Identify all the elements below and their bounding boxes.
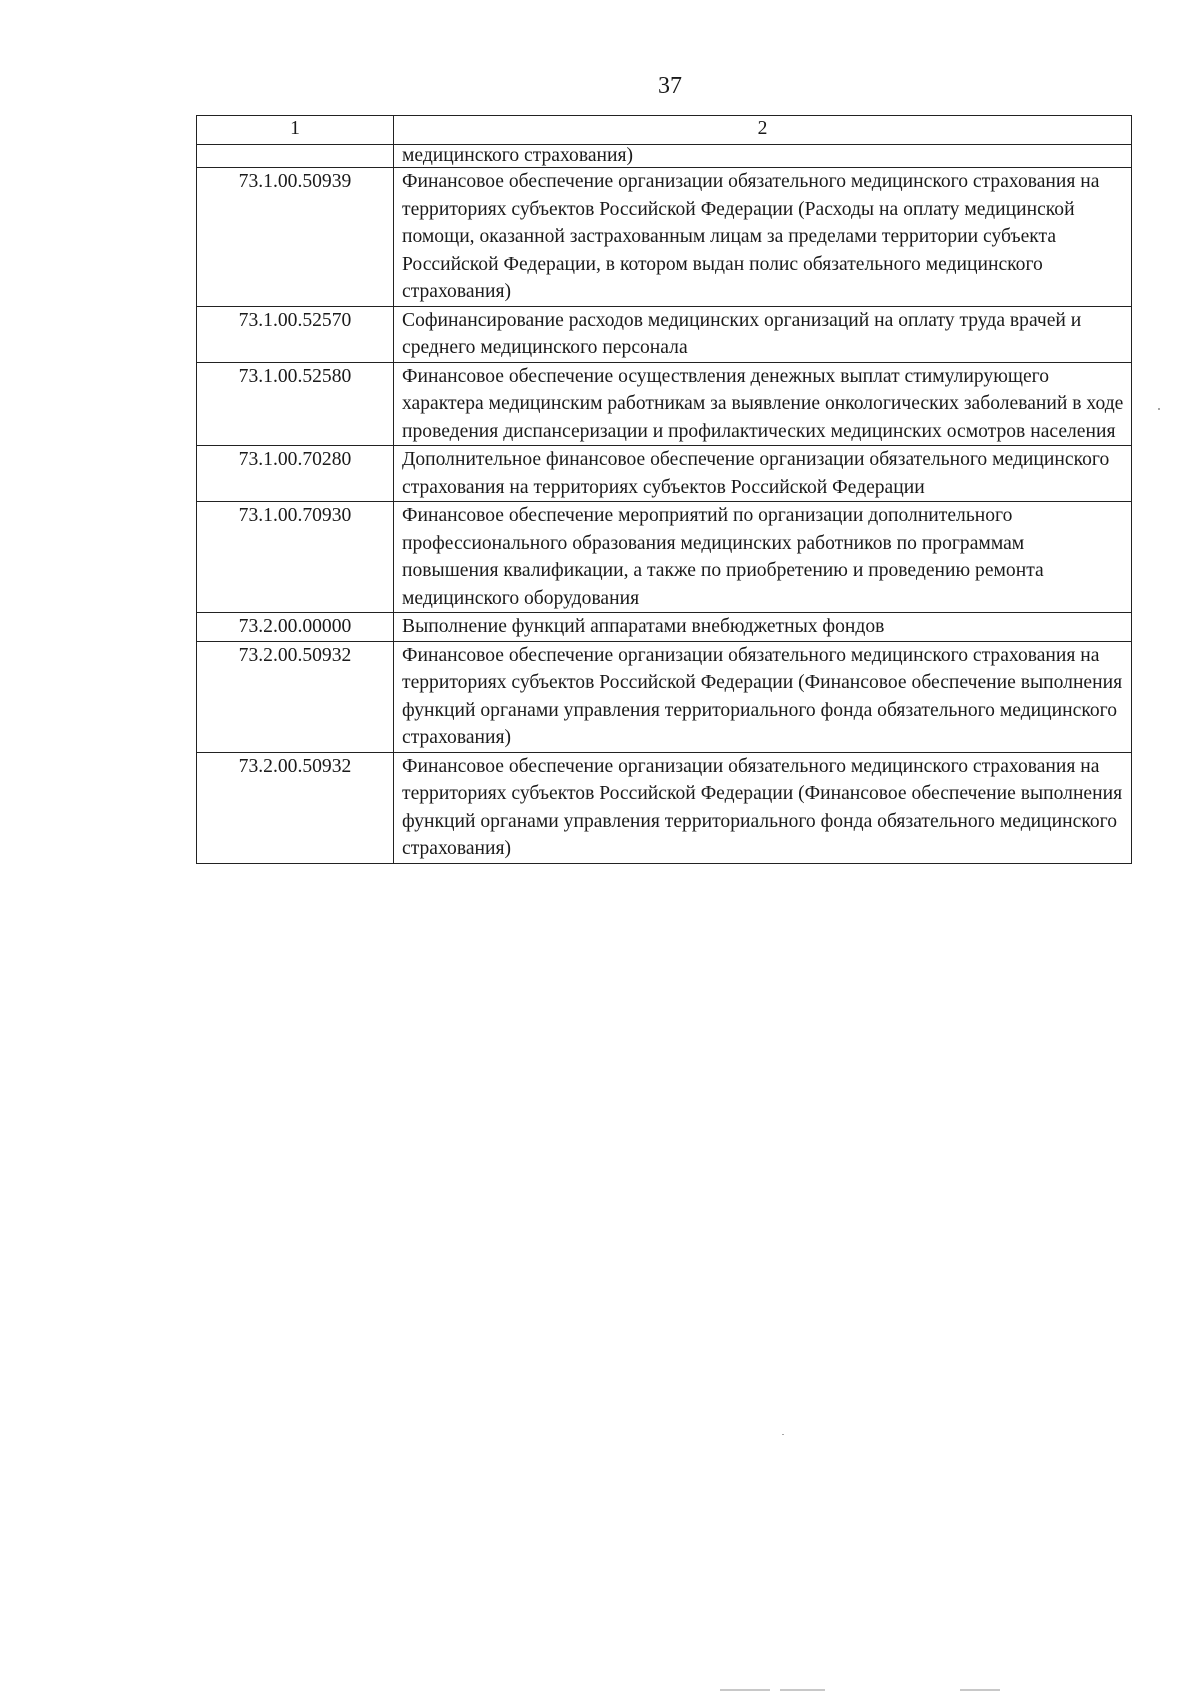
scan-speck xyxy=(782,1434,784,1435)
table-cell-code: 73.2.00.50932 xyxy=(197,641,394,752)
table-cell-code: 73.2.00.50932 xyxy=(197,752,394,863)
table-cell-code: 73.1.00.50939 xyxy=(197,168,394,307)
table-cell-code: 73.1.00.70280 xyxy=(197,446,394,502)
scan-edge-mark xyxy=(960,1689,1000,1691)
table-cell-code: 73.2.00.00000 xyxy=(197,613,394,642)
page-number: 37 xyxy=(658,73,682,99)
table-header-row xyxy=(197,116,1132,145)
table-row-continuation xyxy=(197,145,1132,168)
table-cell-description: медицинского страхования) xyxy=(394,145,1132,168)
table-cell-code: 73.1.00.52580 xyxy=(197,362,394,446)
table-row xyxy=(197,502,1132,613)
table-row xyxy=(197,641,1132,752)
table-cell-description: Финансовое обеспечение осуществления денежных выплат стимулирующего характера медицинским работникам за выявление онкологических заболеваний в ходе проведения диспансеризации и профилактических медицинских осмотров населения xyxy=(394,362,1132,446)
table-cell-description: Софинансирование расходов медицинских организаций на оплату труда врачей и среднего медицинского персонала xyxy=(394,306,1132,362)
table-row xyxy=(197,446,1132,502)
table-row xyxy=(197,362,1132,446)
table-row xyxy=(197,306,1132,362)
scan-edge-mark xyxy=(720,1689,770,1691)
table-cell-code-empty xyxy=(197,145,394,168)
table-cell-description: Выполнение функций аппаратами внебюджетных фондов xyxy=(394,613,1132,642)
table-row xyxy=(197,752,1132,863)
table-row xyxy=(197,613,1132,642)
table-cell-description: Дополнительное финансовое обеспечение организации обязательного медицинского страхования на территориях субъектов Российской Федерации xyxy=(394,446,1132,502)
column-header-description: 2 xyxy=(394,116,1132,145)
scan-speck xyxy=(1158,408,1160,410)
table-cell-code: 73.1.00.52570 xyxy=(197,306,394,362)
scan-edge-mark xyxy=(780,1689,825,1691)
table-cell-description: Финансовое обеспечение мероприятий по организации дополнительного профессионального образования медицинских работников по программам повышения квалификации, а также по приобретению и проведению ремонта медицинского оборудования xyxy=(394,502,1132,613)
table-cell-description: Финансовое обеспечение организации обязательного медицинского страхования на территориях субъектов Российской Федерации (Финансовое обеспечение выполнения функций органами управления территориального фонда обязательного медицинского страхования) xyxy=(394,752,1132,863)
table-cell-description: Финансовое обеспечение организации обязательного медицинского страхования на территориях субъектов Российской Федерации (Расходы на оплату медицинской помощи, оказанной застрахованным лицам за пределами территории субъекта Российской Федерации, в котором выдан полис обязательного медицинского страхования) xyxy=(394,168,1132,307)
column-header-code: 1 xyxy=(197,116,394,145)
table-cell-code: 73.1.00.70930 xyxy=(197,502,394,613)
budget-code-table xyxy=(196,115,1132,864)
table-cell-description: Финансовое обеспечение организации обязательного медицинского страхования на территориях субъектов Российской Федерации (Финансовое обеспечение выполнения функций органами управления территориального фонда обязательного медицинского страхования) xyxy=(394,641,1132,752)
table-row xyxy=(197,168,1132,307)
